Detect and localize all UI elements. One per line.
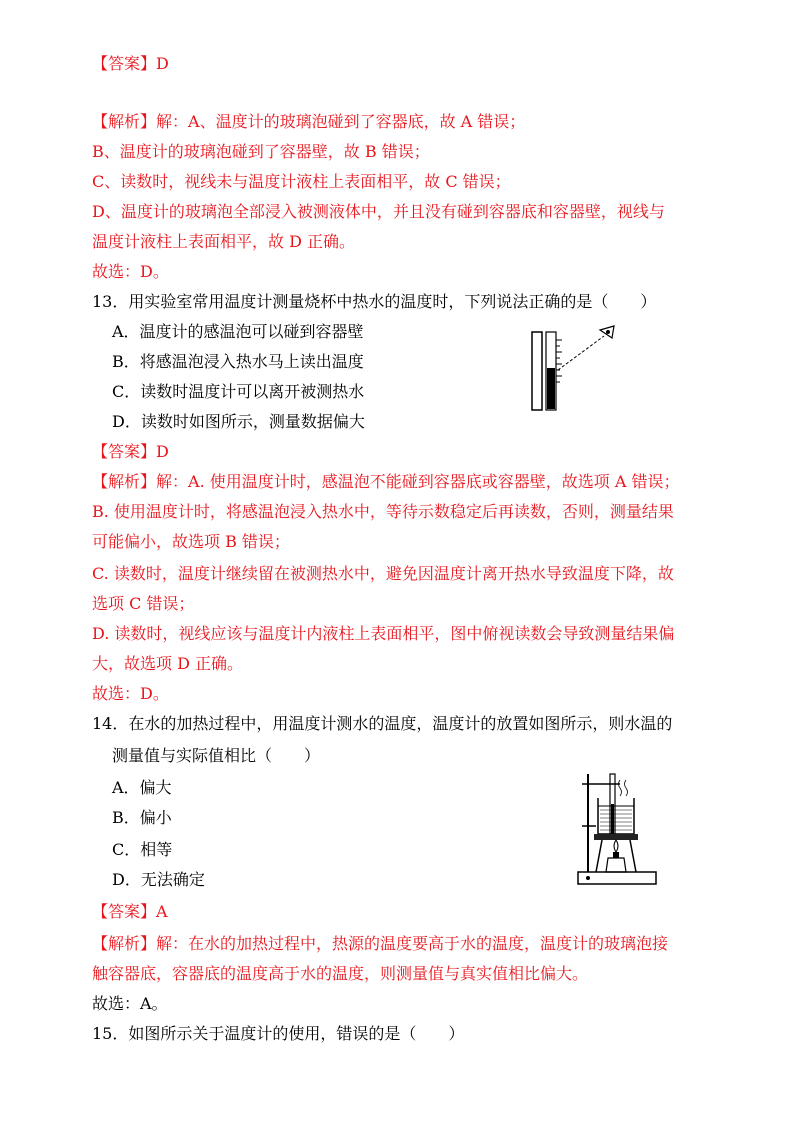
q14-analysis-line-2: 触容器底，容器底的温度高于水的温度，则测量值与真实值相比偏大。 [92, 964, 589, 983]
q14-stem-line-2: 测量值与实际值相比（ ） [112, 746, 321, 765]
q14-option-a: A．偏大 [112, 778, 172, 797]
q12-answer [92, 54, 169, 74]
q14-option-d: D．无法确定 [112, 870, 205, 889]
q13-analysis-line-1: 【解析】解：A. 使用温度计时，感温泡不能碰到容器底或容器壁，故选项 A 错误； [92, 472, 680, 491]
q13-option-b: B．将感温泡浸入热水马上读出温度 [112, 352, 364, 371]
q13-analysis-line-4: C. 读数时，温度计继续留在被测热水中，避免因温度计离开热水导致温度下降，故 [92, 564, 674, 583]
q13-conclusion: 故选：D。 [92, 684, 169, 703]
q12-analysis-line-4: D、温度计的玻璃泡全部浸入被测液体中，并且没有碰到容器底和容器壁，视线与 [92, 202, 665, 221]
q14-conclusion: 故选：A。 [92, 994, 168, 1013]
heating-apparatus-figure [576, 770, 658, 888]
q13-answer: 【答案】D [92, 442, 169, 461]
q15-stem: 15．如图所示关于温度计的使用，错误的是（ ） [92, 1024, 465, 1043]
analysis-label: 【解析】 [92, 112, 157, 131]
answer-value: D [156, 54, 169, 73]
q14-option-c: C．相等 [112, 840, 173, 859]
q13-analysis-line-5: 选项 C 错误； [92, 594, 195, 613]
q13-analysis-line-3: 可能偏小，故选项 B 错误； [92, 532, 290, 551]
q12-analysis-line-2: B、温度计的玻璃泡碰到了容器壁，故 B 错误； [92, 142, 430, 161]
q13-analysis-line-2: B. 使用温度计时，将感温泡浸入热水中，等待示数稳定后再读数，否则，测量结果 [92, 502, 674, 521]
q12-analysis-line-5: 温度计液柱上表面相平，故 D 正确。 [92, 232, 356, 251]
q14-analysis-line-1: 【解析】解：在水的加热过程中，热源的温度要高于水的温度，温度计的玻璃泡接 [92, 934, 669, 953]
q13-analysis-line-7: 大，故选项 D 正确。 [92, 654, 244, 673]
q13-analysis-line-6: D. 读数时，视线应该与温度计内液柱上表面相平，图中俯视读数会导致测量结果偏 [92, 624, 675, 643]
answer-label: 【答案】 [92, 54, 157, 73]
q13-stem: 13．用实验室常用温度计测量烧杯中热水的温度时，下列说法正确的是（ ） [92, 292, 657, 311]
q13-option-a: A．温度计的感温泡可以碰到容器壁 [112, 322, 364, 341]
q12-analysis-line-3: C、读数时，视线未与温度计液柱上表面相平，故 C 错误； [92, 172, 511, 191]
q12-conclusion: 故选：D。 [92, 262, 169, 281]
q13-option-d: D．读数时如图所示，测量数据偏大 [112, 412, 365, 431]
thermometer-reading-figure [528, 322, 620, 414]
q12-analysis-line-1: 【解析】解：A、温度计的玻璃泡碰到了容器底，故 A 错误； [92, 112, 526, 131]
q13-option-c: C．读数时温度计可以离开被测热水 [112, 382, 365, 401]
q14-answer: 【答案】A [92, 902, 168, 921]
q14-stem-line-1: 14．在水的加热过程中，用温度计测水的温度，温度计的放置如图所示，则水温的 [92, 714, 673, 733]
q14-option-b: B．偏小 [112, 808, 172, 827]
